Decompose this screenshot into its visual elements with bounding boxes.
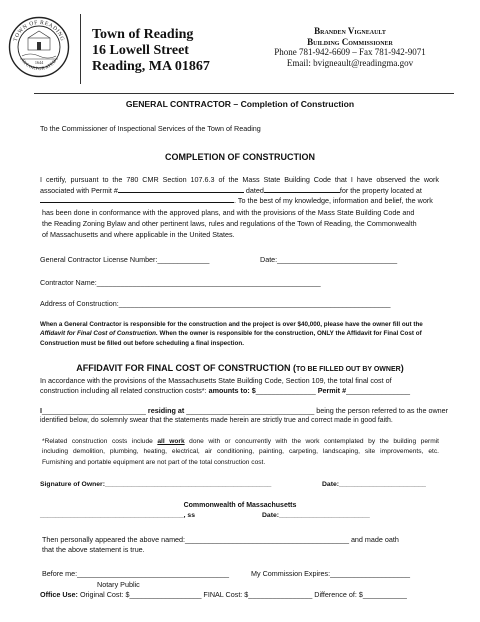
notice-block <box>40 320 423 348</box>
related-costs-label: construction including all related construction costs*: <box>40 386 207 395</box>
cert-line-1: I certify, pursuant to the 780 CMR Section 107.6.3 of the Mass State Building Code that I have observed the work <box>40 175 439 184</box>
property-address-field[interactable] <box>40 195 234 203</box>
document-title: GENERAL CONTRACTOR – Completion of Construction <box>125 99 355 109</box>
seal-text-bottom: INCORPORATED <box>20 58 58 72</box>
affidavit-title-main: AFFIDAVIT FOR FINAL COST OF CONSTRUCTION ( <box>76 363 296 373</box>
cert-line-6: of Massachusetts and where applicable in the United States. <box>42 230 235 239</box>
seal-year: 1644 <box>34 60 44 65</box>
owner-name-field[interactable]: __________________________ <box>42 406 146 415</box>
affidavit-reference: Affidavit for Final Cost of Construction. <box>40 330 158 338</box>
office-use-row <box>40 590 407 599</box>
notice-line-2 <box>40 329 423 338</box>
cert-line-3 <box>40 195 433 205</box>
residing-label: residing at <box>145 406 187 415</box>
all-work-emphasis: all work <box>157 438 185 445</box>
i-label: I <box>40 406 42 415</box>
seal-icon <box>8 16 70 78</box>
notice-line-2-text: When the owner is responsible for the construction, ONLY the Affidavit for Final Cost of <box>157 330 422 338</box>
town-city: Reading, MA 01867 <box>92 59 210 74</box>
office-use-label: Office Use: <box>40 590 78 599</box>
original-cost-field[interactable]: Original Cost: $__________________ <box>77 590 202 599</box>
commissioner-email: Email: bvigneault@readingma.gov <box>286 57 414 68</box>
affidavit-permit-field[interactable]: ________________ <box>346 386 411 395</box>
addressee: To the Commissioner of Inspectional Services of the Town of Reading <box>40 124 261 133</box>
personally-line-1[interactable]: Then personally appeared the above named:_________________________________________ and made oath <box>42 535 399 544</box>
commissioner-block <box>240 26 460 68</box>
related-line-3: Furnishing and portable equipment are not part of the total construction cost. <box>42 458 266 466</box>
town-street: 16 Lowell Street <box>92 43 189 58</box>
residing-field[interactable]: ________________________________ <box>186 406 315 415</box>
cert-line-5: the Reading Zoning Bylaw and other pertinent laws, rules and regulations of the Town of Reading, the Commonwealth <box>42 219 417 228</box>
seal-text-top: TOWN OF READING <box>12 19 66 43</box>
amount-field[interactable]: _______________ <box>255 386 316 395</box>
affidavit-title <box>0 363 480 373</box>
commission-expires-field[interactable]: My Commission Expires:____________________ <box>251 569 411 578</box>
notary-date-field[interactable]: Date:________________________ <box>262 512 370 519</box>
town-name: Town of Reading <box>92 27 194 42</box>
header-rule <box>34 93 454 94</box>
dated-field[interactable] <box>264 185 340 193</box>
related-line-2: including demolition, plumbing, heating, electrical, air conditioning, painting, carpeting, landscaping, site improvements, etc. <box>42 448 439 456</box>
commonwealth-title: Commonwealth of Massachusetts <box>183 502 297 509</box>
related-costs-block <box>42 437 439 468</box>
cert-line-4: has been done in conformance with the approved plans, and with the provisions of the Mass State Building Code and <box>42 208 415 217</box>
cert-line-2 <box>40 185 422 195</box>
construction-address-field[interactable]: Address of Construction:____________________________________________________________________ <box>40 299 391 308</box>
identified-line: identified below, do solemnly swear that the statements made herein are strictly true and correct made in good faith. <box>40 417 393 424</box>
permit-number-label: Permit # <box>315 386 347 395</box>
cert-line-3-text: . To the best of my knowledge, information and belief, the work <box>234 196 433 205</box>
notice-line-1: When a General Contractor is responsible for the construction and the project is over $40,000, please have the owner fill out the <box>40 321 423 328</box>
permit-label: associated with Permit # <box>40 186 118 195</box>
contractor-name-field[interactable]: Contractor Name:________________________________________________________ <box>40 278 321 287</box>
related-line-1c: done with or concurrently with the work contemplated by the building permit <box>184 438 439 445</box>
personally-line-2: that the above statement is true. <box>42 545 145 554</box>
permit-number-field[interactable] <box>118 185 244 193</box>
commissioner-name: Branden Vigneault <box>314 26 386 36</box>
related-line-1a: *Related construction costs include <box>42 438 158 445</box>
owner-signature-date-field[interactable]: Date:_______________________ <box>322 481 426 488</box>
town-seal <box>8 16 70 78</box>
affidavit-title-note: TO BE FILLED OUT BY OWNER <box>295 366 401 373</box>
affidavit-line-2 <box>40 386 410 395</box>
notary-public-label: Notary Public <box>97 580 140 589</box>
dated-label: dated <box>245 186 264 195</box>
notice-line-3: Construction must be filled out before scheduling a final inspection. <box>40 339 244 347</box>
header-divider <box>80 14 81 84</box>
owner-line <box>40 406 448 415</box>
before-me-field[interactable]: Before me:______________________________________ <box>42 569 230 578</box>
gc-license-field[interactable]: General Contractor License Number:_____________ <box>40 255 210 264</box>
final-cost-field[interactable]: FINAL Cost: $________________ <box>201 590 313 599</box>
section-title: COMPLETION OF CONSTRUCTION <box>165 152 315 162</box>
commissioner-title: Building Commissioner <box>307 36 393 47</box>
affidavit-line-1: In accordance with the provisions of the Massachusetts State Building Code, Section 109, the total final cost of <box>40 376 392 385</box>
gc-date-field[interactable]: Date:______________________________ <box>260 255 398 264</box>
owner-signature-field[interactable]: Signature of Owner:____________________________________________ <box>40 481 272 488</box>
amounts-label: amounts to: $ <box>206 386 256 395</box>
affidavit-title-close: ) <box>400 363 404 373</box>
related-line-1 <box>42 437 439 447</box>
commissioner-phone: Phone 781-942-6609 – Fax 781-942-9071 <box>274 47 426 57</box>
county-ss-field[interactable]: ______________________________________, ss <box>40 512 195 519</box>
difference-field[interactable]: Difference of: $___________ <box>312 590 407 599</box>
owner-reference-text: being the person referred to as the owner <box>314 406 449 415</box>
property-label: for the property located at <box>339 186 422 195</box>
